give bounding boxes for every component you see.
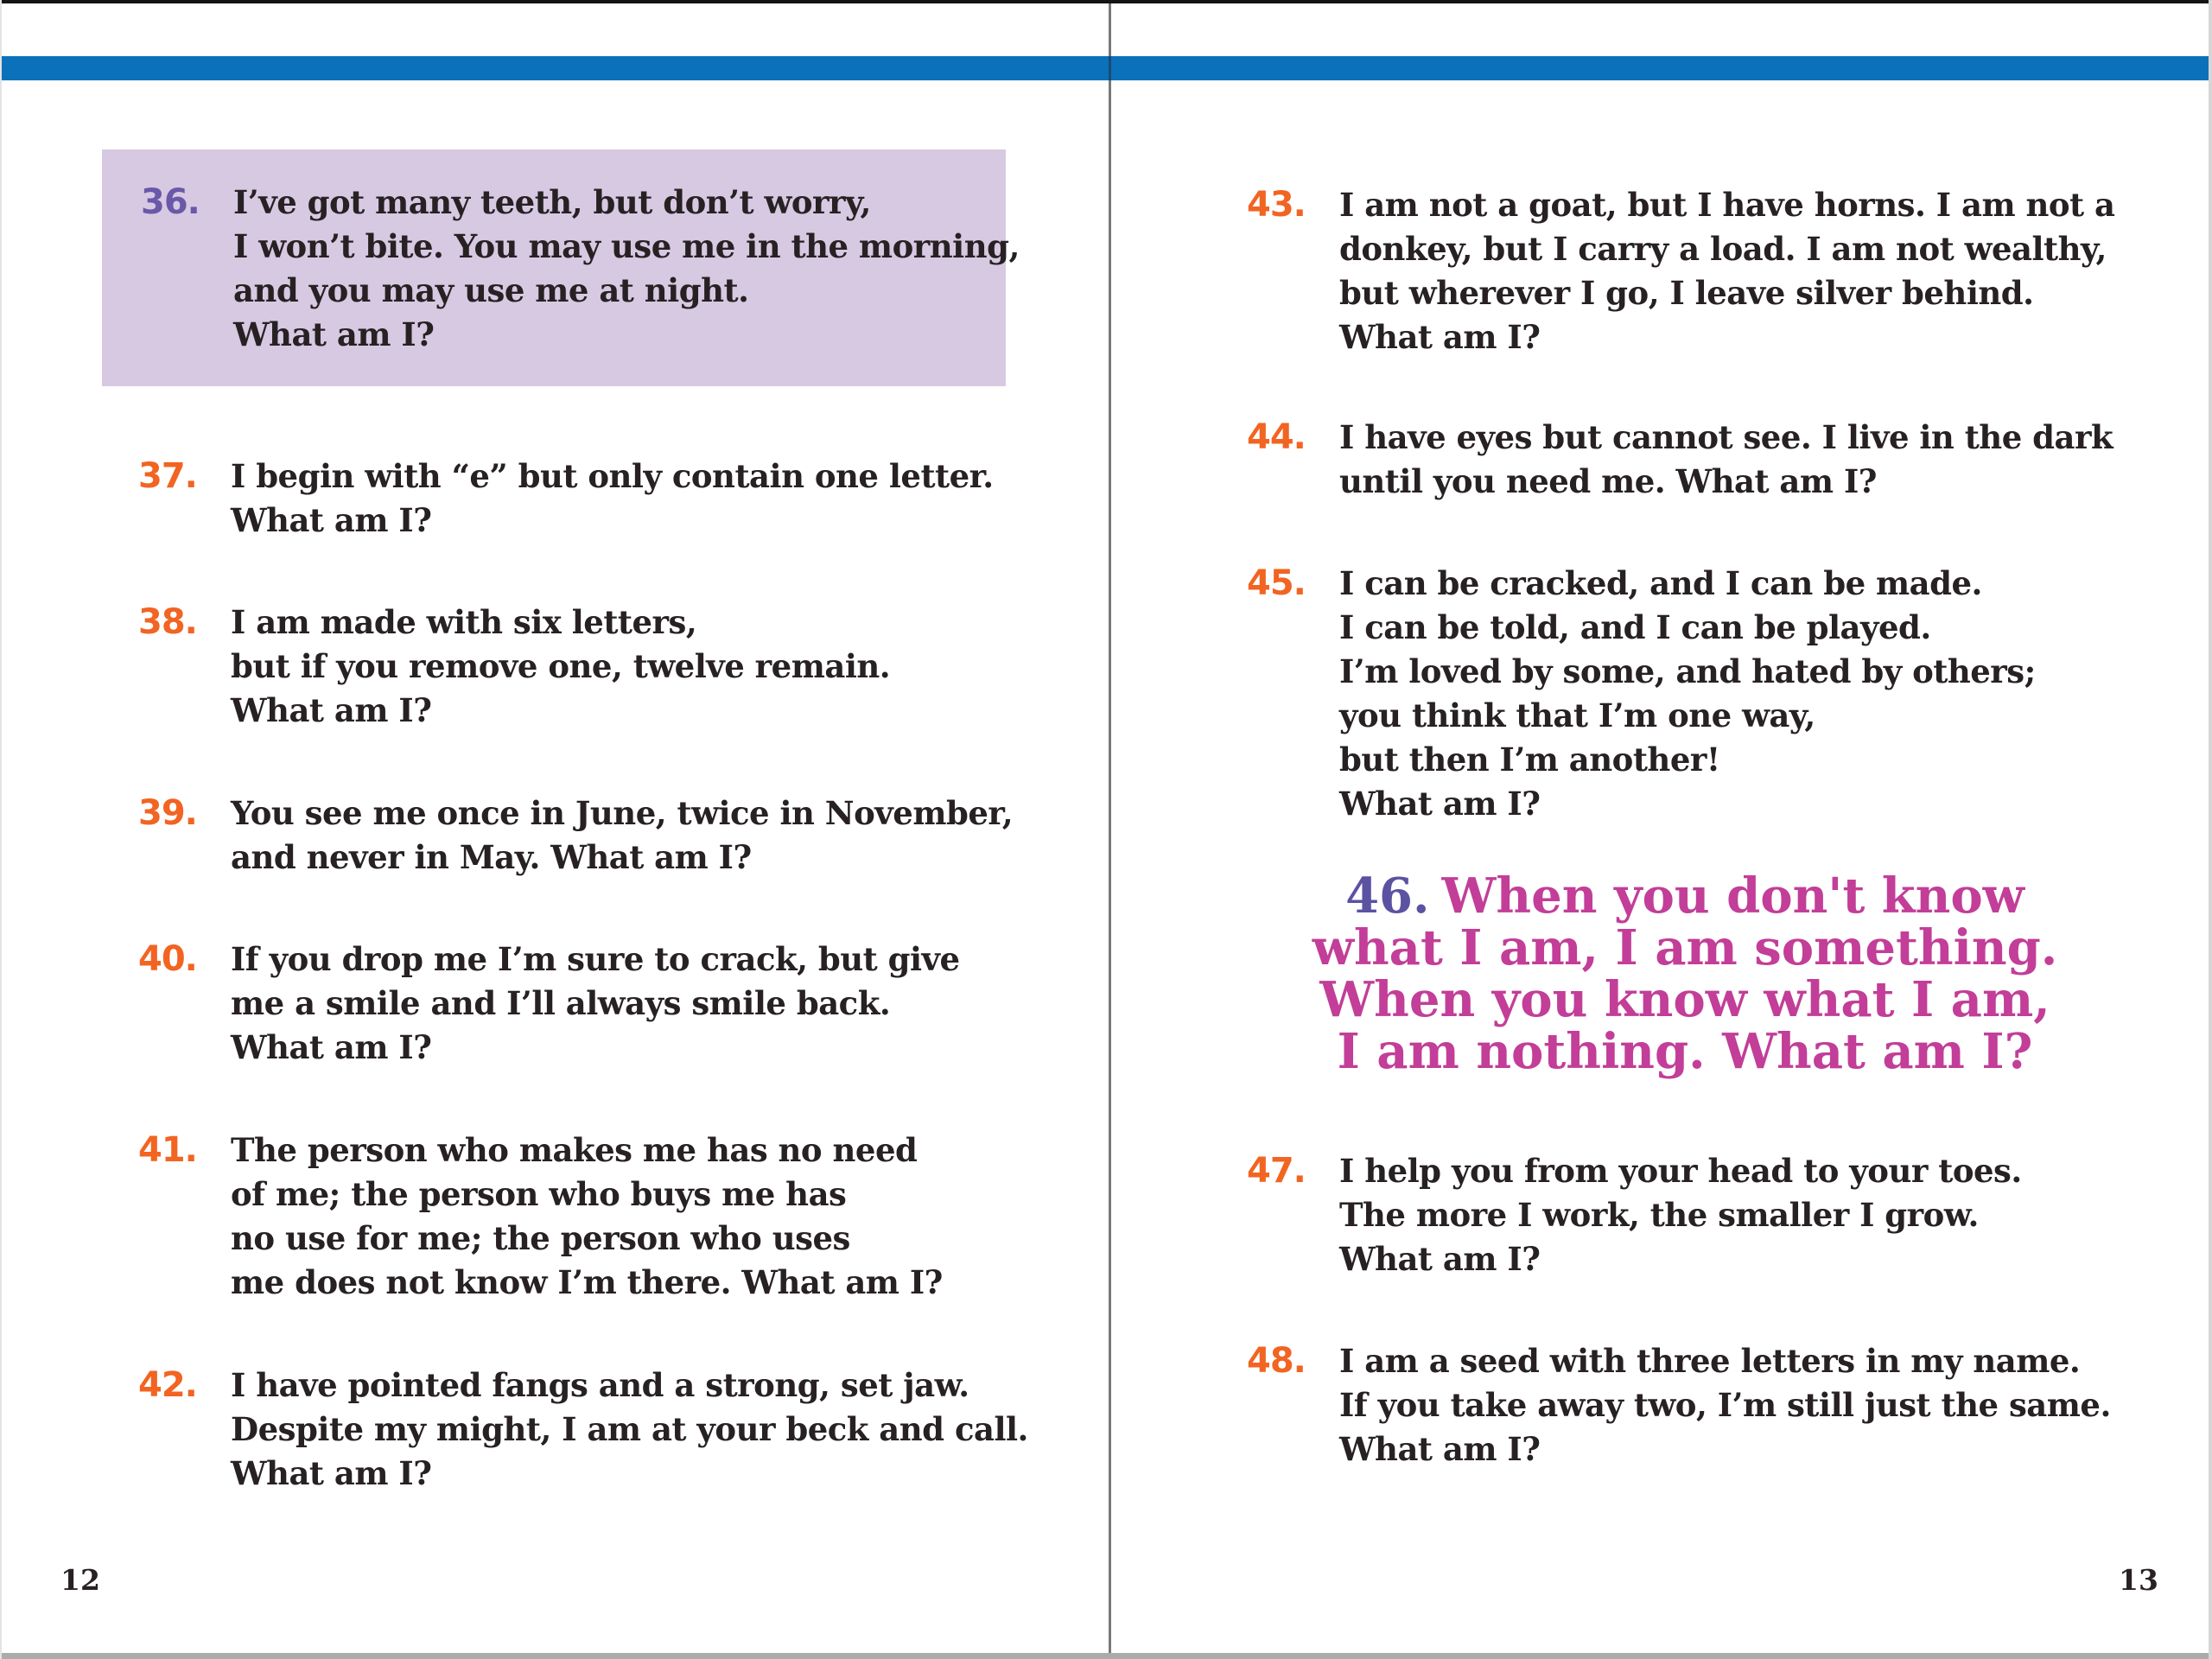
riddle-line: I won’t bite. You may use me in the morning, xyxy=(233,227,1020,265)
riddle-line: What am I? xyxy=(1339,1430,1541,1468)
riddle-line: The person who makes me has no need xyxy=(231,1131,918,1169)
riddle-line: When you know what I am, xyxy=(1319,971,2050,1028)
top-edge-line xyxy=(0,0,2212,3)
riddle-number: 46. xyxy=(1345,868,1430,925)
page-number-right: 13 xyxy=(2119,1563,2158,1597)
riddle-number: 44. xyxy=(1247,417,1306,457)
top-blue-bar xyxy=(0,56,2212,80)
riddle-text xyxy=(231,1363,1028,1496)
riddle-41 xyxy=(138,1128,943,1305)
bottom-edge-line xyxy=(0,1653,2212,1659)
riddle-line: and you may use me at night. xyxy=(233,271,749,309)
riddle-line: The more I work, the smaller I grow. xyxy=(1339,1196,1979,1234)
riddle-line: What am I? xyxy=(231,1454,432,1492)
riddle-text xyxy=(1339,416,2113,504)
riddle-text xyxy=(1339,1339,2111,1471)
riddle-line: What am I? xyxy=(231,1028,432,1066)
riddle-line: What am I? xyxy=(1339,785,1541,823)
riddle-45 xyxy=(1247,562,2036,826)
riddle-line: I am a seed with three letters in my name. xyxy=(1339,1342,2081,1380)
riddle-44 xyxy=(1247,416,2113,504)
riddle-36 xyxy=(141,181,1020,357)
riddle-number: 40. xyxy=(138,939,197,979)
right-edge-line xyxy=(2209,0,2212,1659)
riddle-38 xyxy=(138,601,890,733)
riddle-number: 42. xyxy=(138,1365,197,1405)
riddle-line: me does not know I’m there. What am I? xyxy=(231,1263,943,1301)
riddle-line xyxy=(1158,868,2212,925)
riddle-line: and never in May. What am I? xyxy=(231,838,752,876)
page-number-left: 12 xyxy=(60,1563,100,1597)
riddle-line: of me; the person who buys me has xyxy=(231,1175,847,1213)
riddle-40 xyxy=(138,938,960,1070)
left-edge-line xyxy=(0,0,2,1659)
riddle-text xyxy=(233,181,1020,357)
page-gutter-divider-overlap xyxy=(1109,56,1111,80)
riddle-line: I can be told, and I can be played. xyxy=(1339,608,1931,646)
riddle-47 xyxy=(1247,1149,2022,1281)
riddle-line: I’m loved by some, and hated by others; xyxy=(1339,652,2036,690)
riddle-line: I am made with six letters, xyxy=(231,603,697,641)
riddle-number: 43. xyxy=(1247,185,1306,225)
riddle-line: If you drop me I’m sure to crack, but give xyxy=(231,940,960,978)
riddle-text xyxy=(231,791,1013,880)
riddle-number: 36. xyxy=(141,182,200,222)
riddle-39 xyxy=(138,791,1013,880)
riddle-line: I am not a goat, but I have horns. I am not a xyxy=(1339,186,2115,224)
riddle-line: what I am, I am something. xyxy=(1312,919,2058,976)
riddle-line: but wherever I go, I leave silver behind. xyxy=(1339,274,2034,312)
riddle-42 xyxy=(138,1363,1028,1496)
riddle-line: Despite my might, I am at your beck and call. xyxy=(231,1410,1028,1448)
riddle-number: 39. xyxy=(138,793,197,833)
riddle-text xyxy=(231,601,890,733)
riddle-number: 37. xyxy=(138,456,197,496)
riddle-text xyxy=(1339,562,2036,826)
riddle-line: I’ve got many teeth, but don’t worry, xyxy=(233,183,871,221)
riddle-text xyxy=(1339,1149,2022,1281)
riddle-line: until you need me. What am I? xyxy=(1339,462,1877,500)
riddle-number: 41. xyxy=(138,1130,197,1170)
riddle-line: but if you remove one, twelve remain. xyxy=(231,647,891,685)
riddle-number: 38. xyxy=(138,602,197,642)
riddle-line: What am I? xyxy=(1339,1240,1541,1278)
riddle-text xyxy=(231,454,994,543)
riddle-line: I have eyes but cannot see. I live in the dark xyxy=(1339,418,2113,456)
riddle-line: me a smile and I’ll always smile back. xyxy=(231,984,891,1022)
riddle-text xyxy=(1339,183,2115,359)
riddle-line: I can be cracked, and I can be made. xyxy=(1339,564,1982,602)
riddle-text xyxy=(231,938,960,1070)
riddle-line: but then I’m another! xyxy=(1339,741,1720,779)
riddle-line: I am nothing. What am I? xyxy=(1337,1023,2033,1080)
riddle-36-highlight-box xyxy=(102,149,1020,386)
riddle-line: If you take away two, I’m still just the same. xyxy=(1339,1386,2111,1424)
riddle-text xyxy=(231,1128,943,1305)
riddle-line: What am I? xyxy=(1339,318,1541,356)
riddle-line: What am I? xyxy=(233,315,435,353)
riddle-line: no use for me; the person who uses xyxy=(231,1219,850,1257)
riddle-line: I begin with “e” but only contain one letter. xyxy=(231,457,994,495)
riddle-line: What am I? xyxy=(231,691,432,729)
riddle-43 xyxy=(1247,183,2115,359)
riddle-number: 45. xyxy=(1247,563,1306,603)
riddle-line: You see me once in June, twice in November, xyxy=(231,794,1014,832)
riddle-line: I have pointed fangs and a strong, set jaw. xyxy=(231,1366,969,1404)
riddle-number: 48. xyxy=(1247,1341,1306,1381)
riddle-line: I help you from your head to your toes. xyxy=(1339,1152,2022,1190)
riddle-line: donkey, but I carry a load. I am not wealthy, xyxy=(1339,230,2107,268)
riddle-37 xyxy=(138,454,994,543)
page-gutter-divider xyxy=(1109,0,1111,1659)
riddle-line: What am I? xyxy=(231,501,432,539)
riddle-line: you think that I’m one way, xyxy=(1339,696,1815,734)
riddle-line-text: When you don't know xyxy=(1441,868,2024,925)
riddle-46-featured xyxy=(1158,868,2212,1080)
riddle-48 xyxy=(1247,1339,2111,1471)
riddle-number: 47. xyxy=(1247,1151,1306,1191)
